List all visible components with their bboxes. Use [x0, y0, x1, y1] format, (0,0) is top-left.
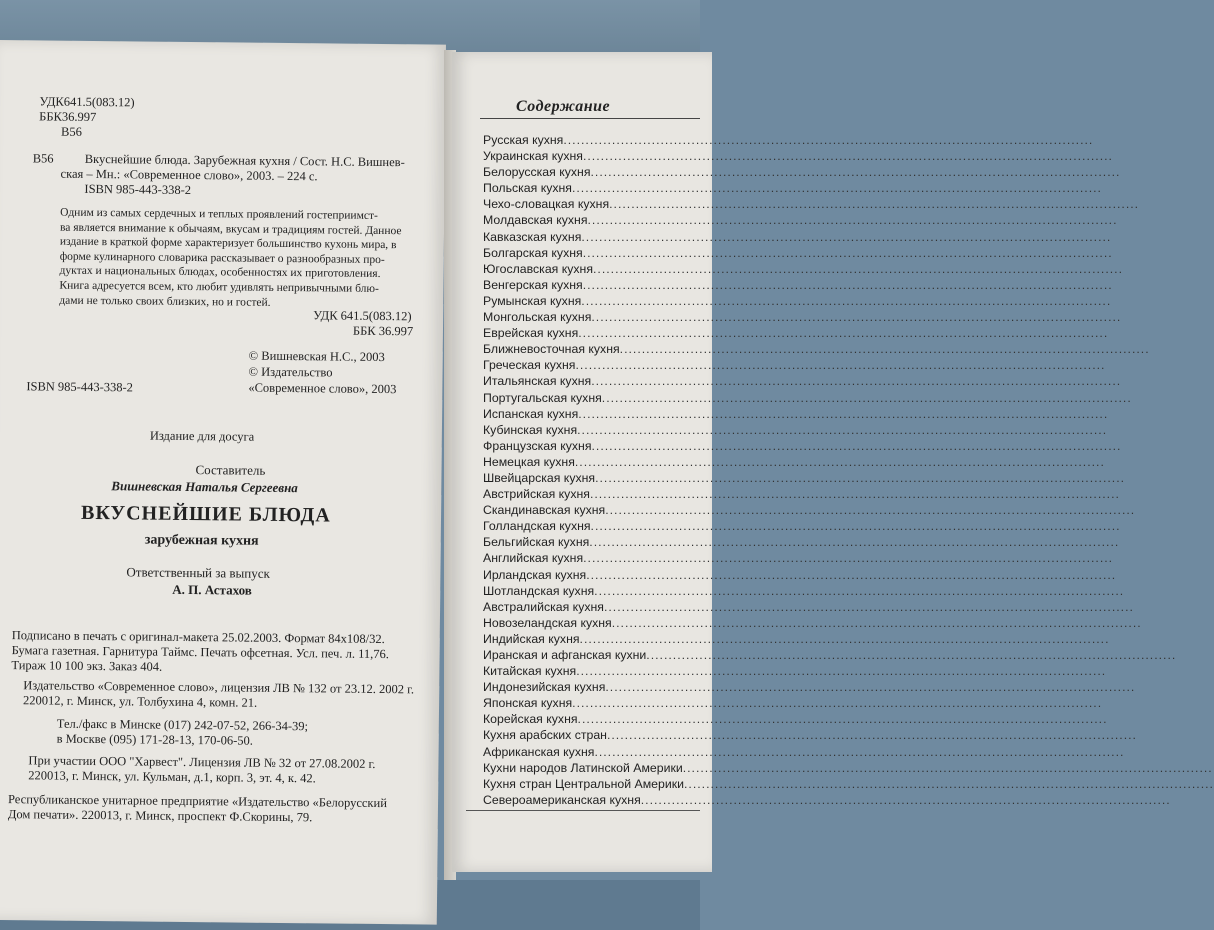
toc-leader-dots: ........................................................................................................................ — [572, 696, 1103, 711]
toc-item-label: Бельгийская кухня — [483, 535, 590, 550]
toc-leader-dots: ........................................................................................................................ — [586, 567, 1117, 582]
toc-item-label: Немецкая кухня — [483, 454, 575, 469]
biblio-line-1: Вкуснейшие блюда. Зарубежная кухня / Сост. Н.С. Вишнев- — [84, 151, 405, 170]
left-page — [0, 40, 446, 925]
text-line: Дом печати». 220013, г. Минск, проспект Ф.Скорины, 79. — [7, 807, 313, 825]
toc-item-label: Болгарская кухня — [483, 245, 583, 260]
toc-bottom-rule — [466, 810, 700, 811]
toc-item-label: Югославская кухня — [483, 261, 594, 276]
author-code-top: В56 — [60, 124, 82, 139]
toc-item — [483, 727, 1137, 743]
toc-item-label: Индонезийская кухня — [483, 680, 606, 695]
toc-item — [483, 615, 1142, 631]
toc-item-label: Кубинская кухня — [483, 422, 578, 437]
toc-item-label: Африканская кухня — [483, 744, 595, 759]
toc-item — [483, 293, 1112, 309]
toc-leader-dots: ........................................................................................................................ — [606, 728, 1137, 743]
toc-item-label: Австрийская кухня — [483, 487, 590, 502]
toc-leader-dots: ........................................................................................................................ — [594, 744, 1125, 759]
toc-item — [483, 583, 1125, 599]
toc-leader-dots: ........................................................................................................................ — [581, 293, 1112, 308]
text-line: Республиканское унитарное предприятие «Издательство «Белорусский — [7, 792, 388, 811]
toc-leader-dots: ........................................................................................................................ — [575, 358, 1106, 373]
toc-item-label: Итальянская кухня — [483, 374, 592, 389]
toc-item — [483, 164, 1121, 180]
toc-leader-dots: ........................................................................................................................ — [601, 390, 1132, 405]
toc-item — [483, 309, 1122, 325]
toc-leader-dots: ........................................................................................................................ — [563, 133, 1094, 147]
toc-item — [483, 132, 1094, 148]
toc-item-label: Английская кухня — [483, 551, 584, 566]
toc-leader-dots: ........................................................................................................................ — [603, 599, 1134, 614]
toc-leader-dots: ........................................................................................................................ — [609, 197, 1140, 212]
toc-item — [483, 550, 1114, 566]
text-line: 220013, г. Минск, ул. Кульман, д.1, корп. 3, эт. 4, к. 42. — [28, 768, 316, 786]
toc-item — [483, 422, 1108, 438]
toc-item — [483, 277, 1113, 293]
text-line: Одним из самых сердечных и теплых проявлений гостеприимст- — [60, 206, 378, 222]
author-code: В56 — [32, 151, 54, 166]
toc-item-label: Украинская кухня — [483, 149, 583, 164]
toc-item — [483, 744, 1125, 760]
toc-item-label: Корейская кухня — [483, 712, 578, 727]
toc-leader-dots: ........................................................................................................................ — [571, 181, 1102, 196]
toc-item-label: Швейцарская кухня — [483, 470, 596, 485]
toc-item-label: Голландская кухня — [483, 519, 591, 534]
responsible-label: Ответственный за выпуск — [126, 564, 270, 581]
toc-item-label: Русская кухня — [483, 133, 564, 147]
toc-item-label: Французская кухня — [483, 438, 592, 453]
toc-leader-dots: ........................................................................................................................ — [605, 680, 1136, 695]
toc-item — [483, 357, 1106, 373]
toc-leader-dots: ........................................................................................................................ — [590, 165, 1121, 180]
toc-leader-dots: ........................................................................................................................ — [683, 776, 1214, 791]
text-line: Подписано в печать с оригинал-макета 25.02.2003. Формат 84х108/32. — [11, 628, 385, 647]
text-line: ва является внимание к обычаям, вкусам и традициям гостей. Данное — [59, 221, 402, 237]
udk-code-right: УДК 641.5(083.12) — [313, 308, 412, 324]
toc-item-label: Скандинавская кухня — [483, 503, 606, 518]
toc-item — [483, 486, 1120, 502]
text-line: дами не только своих близких, но и гостей. — [59, 294, 271, 309]
toc-item-label: Иранская и афганская кухни — [483, 648, 647, 662]
toc-item-label: Монгольская кухня — [483, 310, 592, 325]
text-line: 220012, г. Минск, ул. Толбухина 4, комн. 21. — [23, 693, 258, 710]
biblio-line-2: ская – Мн.: «Современное слово», 2003. – 224 с. — [60, 166, 318, 184]
toc-item — [483, 711, 1108, 727]
toc-item — [483, 454, 1105, 470]
toc-item — [483, 406, 1109, 422]
toc-item — [483, 502, 1136, 518]
toc-item — [483, 390, 1132, 406]
copyright-publisher: © Издательство — [248, 364, 333, 380]
toc-item-label: Шотландская кухня — [483, 583, 595, 598]
text-line: Тел./факс в Минске (017) 242-07-52, 266-34-39; — [56, 716, 309, 734]
toc-leader-dots: ........................................................................................................................ — [593, 261, 1123, 276]
toc-item — [483, 695, 1103, 711]
toc-item — [483, 325, 1109, 341]
text-line: Издательство «Современное слово», лицензия ЛВ № 132 от 23.12. 2002 г. — [23, 678, 415, 697]
toc-leader-dots: ........................................................................................................................ — [583, 551, 1114, 566]
toc-item-label: Ирландская кухня — [483, 567, 587, 582]
toc-leader-dots: ........................................................................................................................ — [589, 487, 1120, 502]
toc-item-label: Кухня арабских стран — [483, 728, 607, 743]
toc-item — [483, 245, 1113, 261]
toc-item-label: Японская кухня — [483, 696, 573, 711]
text-line: в Москве (095) 171-28-13, 170-06-50. — [56, 731, 253, 748]
compiler-name: Вишневская Наталья Сергеевна — [111, 478, 298, 496]
bbk-code-right: ББК 36.997 — [352, 323, 414, 339]
book-title: ВКУСНЕЙШИЕ БЛЮДА — [80, 501, 331, 527]
toc-item — [483, 373, 1122, 389]
toc-leader-dots: ........................................................................................................................ — [582, 277, 1113, 292]
toc-leader-dots: ........................................................................................................................ — [589, 535, 1120, 550]
toc-item-label: Ближневосточная кухня — [483, 342, 620, 357]
text-line: издание в краткой форме характеризует большинство кухонь мира, в — [59, 235, 397, 252]
toc-leader-dots: ........................................................................................................................ — [619, 342, 1150, 357]
bbk-code-top: ББК36.997 — [39, 109, 97, 125]
toc-item — [483, 776, 1214, 792]
toc-leader-dots: ........................................................................................................................ — [591, 374, 1122, 389]
toc-leader-dots: ........................................................................................................................ — [646, 648, 1177, 662]
toc-item — [483, 679, 1136, 695]
toc-title-rule — [480, 118, 700, 119]
biblio-isbn: ISBN 985-443-338-2 — [84, 181, 192, 198]
toc-item-label: Китайская кухня — [483, 664, 577, 679]
toc-item — [483, 148, 1113, 164]
toc-item — [483, 341, 1150, 357]
toc-item — [483, 212, 1118, 228]
toc-item — [483, 760, 1213, 776]
toc-item — [483, 196, 1140, 212]
text-line: Бумага газетная. Гарнитура Таймс. Печать офсетная. Усл. печ. л. 11,76. — [11, 643, 389, 662]
text-line: Тираж 10 100 экз. Заказ 404. — [11, 658, 163, 674]
toc-leader-dots: ........................................................................................................................ — [577, 712, 1108, 727]
toc-leader-dots: ........................................................................................................................ — [579, 631, 1110, 646]
toc-leader-dots: ........................................................................................................................ — [595, 470, 1126, 485]
book-subtitle: зарубежная кухня — [144, 532, 259, 549]
toc-item-label: Португальская кухня — [483, 390, 602, 405]
toc-item-label: Кавказская кухня — [483, 229, 582, 244]
toc-item-label: Еврейская кухня — [483, 326, 579, 341]
toc-leader-dots: ........................................................................................................................ — [574, 454, 1105, 469]
toc-item — [483, 470, 1126, 486]
responsible-name: А. П. Астахов — [172, 581, 252, 598]
udk-code-top: УДК641.5(083.12) — [39, 94, 135, 110]
toc-item — [483, 438, 1122, 454]
toc-item-label: Кухня стран Центральной Америки — [483, 776, 684, 791]
toc-leader-dots: ........................................................................................................................ — [605, 503, 1136, 518]
toc-title: Содержание — [516, 98, 611, 115]
toc-item-label: Кухни народов Латинской Америки — [483, 760, 683, 775]
toc-leader-dots: ........................................................................................................................ — [590, 519, 1121, 534]
isbn-main: ISBN 985-443-338-2 — [26, 379, 134, 395]
text-line: форме кулинарного словарика рассказывает о разнообразных про- — [59, 250, 385, 266]
toc-leader-dots: ........................................................................................................................ — [594, 583, 1125, 598]
toc-item — [483, 631, 1110, 647]
toc-leader-dots: ........................................................................................................................ — [587, 213, 1118, 228]
toc-leader-dots: ........................................................................................................................ — [582, 149, 1113, 164]
text-line: дуктах и национальных блюдах, особенностях их приготовления. — [59, 265, 381, 281]
toc-item — [483, 599, 1134, 615]
toc-item-label: Венгерская кухня — [483, 277, 583, 292]
toc-item-label: Румынская кухня — [483, 293, 582, 308]
toc-item-label: Чехо-словацкая кухня — [483, 197, 610, 212]
toc-item-label: Индийская кухня — [483, 631, 580, 646]
toc-item-label: Белорусская кухня — [483, 165, 591, 180]
toc-leader-dots: ........................................................................................................................ — [591, 310, 1122, 325]
toc-leader-dots: ........................................................................................................................ — [640, 792, 1171, 807]
toc-item — [483, 792, 1171, 808]
copyright-author: © Вишневская Н.С., 2003 — [248, 348, 385, 365]
text-line: Книга адресуется всем, кто любит удивлять непривычными блю- — [59, 279, 379, 295]
toc-leader-dots: ........................................................................................................................ — [581, 229, 1112, 244]
toc-item — [483, 229, 1112, 245]
toc-leader-dots: ........................................................................................................................ — [577, 422, 1108, 437]
copyright-publisher-name: «Современное слово», 2003 — [248, 380, 397, 397]
toc-item — [483, 261, 1123, 277]
toc-item-label: Молдавская кухня — [483, 213, 588, 228]
toc-item-label: Североамериканская кухня — [483, 792, 641, 807]
toc-item — [483, 647, 1177, 663]
toc-item — [483, 180, 1102, 196]
text-line: При участии ООО "Харвест". Лицензия ЛВ № 32 от 27.08.2002 г. — [28, 753, 376, 771]
toc-item-label: Австралийская кухня — [483, 599, 604, 614]
toc-item — [483, 567, 1117, 583]
toc-leader-dots: ........................................................................................................................ — [582, 245, 1113, 260]
toc-leader-dots: ........................................................................................................................ — [576, 664, 1107, 679]
table-of-contents — [483, 132, 1214, 808]
toc-item-label: Греческая кухня — [483, 358, 576, 373]
toc-item — [483, 663, 1107, 679]
series-label: Издание для досуга — [149, 428, 255, 444]
toc-item-label: Новозеландская кухня — [483, 615, 612, 630]
toc-item — [483, 518, 1121, 534]
toc-leader-dots: ........................................................................................................................ — [578, 326, 1109, 341]
toc-leader-dots: ........................................................................................................................ — [611, 615, 1142, 630]
toc-leader-dots: ........................................................................................................................ — [578, 406, 1109, 421]
toc-leader-dots: ........................................................................................................................ — [591, 438, 1122, 453]
toc-item-label: Польская кухня — [483, 181, 572, 196]
compiler-label: Составитель — [195, 462, 266, 478]
toc-leader-dots: ........................................................................................................................ — [682, 760, 1213, 775]
toc-item-label: Испанская кухня — [483, 406, 579, 421]
toc-item — [483, 534, 1120, 550]
